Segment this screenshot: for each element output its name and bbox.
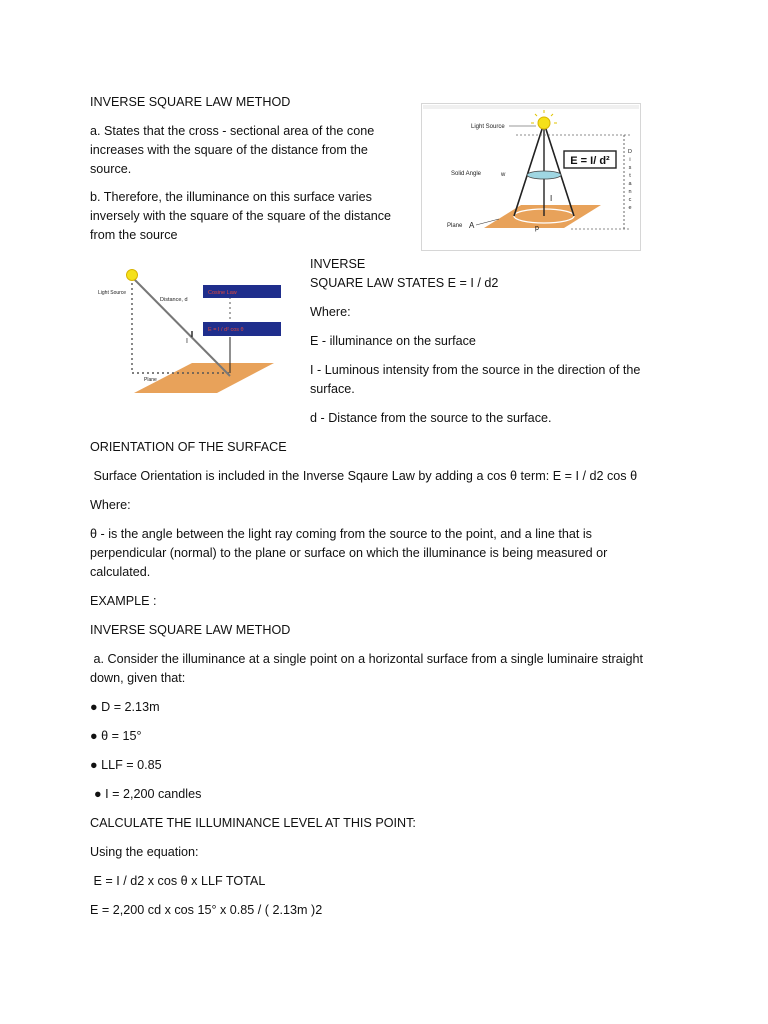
method-heading: INVERSE SQUARE LAW METHOD (90, 623, 291, 637)
light-source-sun (538, 117, 550, 129)
bullet-glyph: ● (90, 700, 98, 714)
law-head-line-2: SQUARE LAW STATES E = I / d2 (310, 276, 499, 290)
bullet-item-llf (90, 756, 162, 775)
theta-definition-line-2: perpendicular (normal) to the plane or surface on which the illuminance is being measured or (90, 546, 608, 560)
para-b-line-1: b. Therefore, the illuminance on this surface varies (90, 190, 372, 204)
intensity-i-label: I (186, 338, 188, 345)
formula-text: E = I/ d² (570, 155, 610, 167)
para-b-line-2: inversely with the square of the square of the distance (90, 209, 392, 223)
bullet-text: θ = 15° (101, 729, 142, 743)
plane-label: Plane (144, 377, 157, 383)
theta-definition-line-1: θ - is the angle between the light ray coming from the source to the point, and a line that is (90, 527, 592, 541)
bullet-glyph: ● (94, 787, 102, 801)
distance-label: Distance, d (160, 297, 188, 303)
theta-definition-line-3: calculated. (90, 565, 151, 579)
solid-angle-disc (527, 171, 561, 179)
light-source-label: Light Source (98, 290, 127, 296)
cosine-law-figure (92, 255, 304, 403)
svg-text:a: a (628, 181, 632, 187)
cosine-law-label: Cosine Law (208, 290, 237, 296)
para-a-line-1: a. States that the cross - sectional area of the cone (90, 124, 375, 138)
svg-text:c: c (628, 197, 632, 203)
equation-1: E = I / d2 x cos θ x LLF TOTAL (90, 874, 266, 888)
figure-shadow (423, 105, 639, 109)
example-text-line-2: down, given that: (90, 671, 186, 685)
orientation-text: Surface Orientation is included in the Inverse Sqaure Law by adding a cos θ term: E = I / d2 cos θ (90, 469, 638, 483)
definition-e: E - illuminance on the surface (310, 334, 476, 348)
point-p-label: p (535, 225, 539, 232)
solid-angle-label: Solid Angle (451, 171, 482, 177)
light-source-sun (127, 270, 138, 281)
equation-2: E = 2,200 cd x cos 15° x 0.85 / ( 2.13m )2 (90, 903, 323, 917)
bullet-item-d (90, 698, 160, 717)
formula-label: E = I / d² cos θ (208, 327, 244, 333)
svg-text:i: i (629, 157, 631, 163)
example-heading: EXAMPLE : (90, 594, 157, 608)
intensity-i-label: I (550, 194, 553, 203)
bullet-text: LLF = 0.85 (101, 758, 162, 772)
svg-text:t: t (629, 173, 631, 179)
bullet-glyph: ● (90, 758, 98, 772)
para-a-line-2: increases with the square of the distance from the (90, 143, 368, 157)
bullet-item-theta (90, 727, 142, 746)
svg-text:D: D (628, 149, 632, 155)
orientation-heading: ORIENTATION OF THE SURFACE (90, 440, 287, 454)
definition-i-line-1: I - Luminous intensity from the source in the direction of the (310, 363, 641, 377)
example-text-line-1: a. Consider the illuminance at a single point on a horizontal surface from a single luminaire straight (90, 652, 644, 666)
para-a-line-3: source. (90, 162, 132, 176)
light-source-label: Light Source (471, 124, 505, 130)
plane-label: Plane (447, 223, 463, 229)
svg-text:e: e (628, 205, 632, 211)
using-equation-label: Using the equation: (90, 845, 199, 859)
para-b-line-3: from the source (90, 228, 178, 242)
definition-d: d - Distance from the source to the surface. (310, 411, 552, 425)
svg-text:n: n (628, 189, 632, 195)
plane-a-label: A (469, 221, 475, 230)
bullet-text: D = 2.13m (101, 700, 160, 714)
svg-text:s: s (628, 165, 632, 171)
title: INVERSE SQUARE LAW METHOD (90, 95, 291, 109)
bullet-glyph: ● (90, 729, 98, 743)
law-head-line-1: INVERSE (310, 257, 366, 271)
where-label: Where: (310, 305, 351, 319)
bullet-text: I = 2,200 candles (105, 787, 202, 801)
where-label-2: Where: (90, 498, 131, 512)
bullet-item-i (94, 785, 201, 804)
calculate-heading: CALCULATE THE ILLUMINANCE LEVEL AT THIS POINT: (90, 816, 416, 830)
definition-i-line-2: surface. (310, 382, 355, 396)
cone-diagram-figure (421, 103, 641, 251)
solid-angle-w-label: w (501, 172, 506, 178)
